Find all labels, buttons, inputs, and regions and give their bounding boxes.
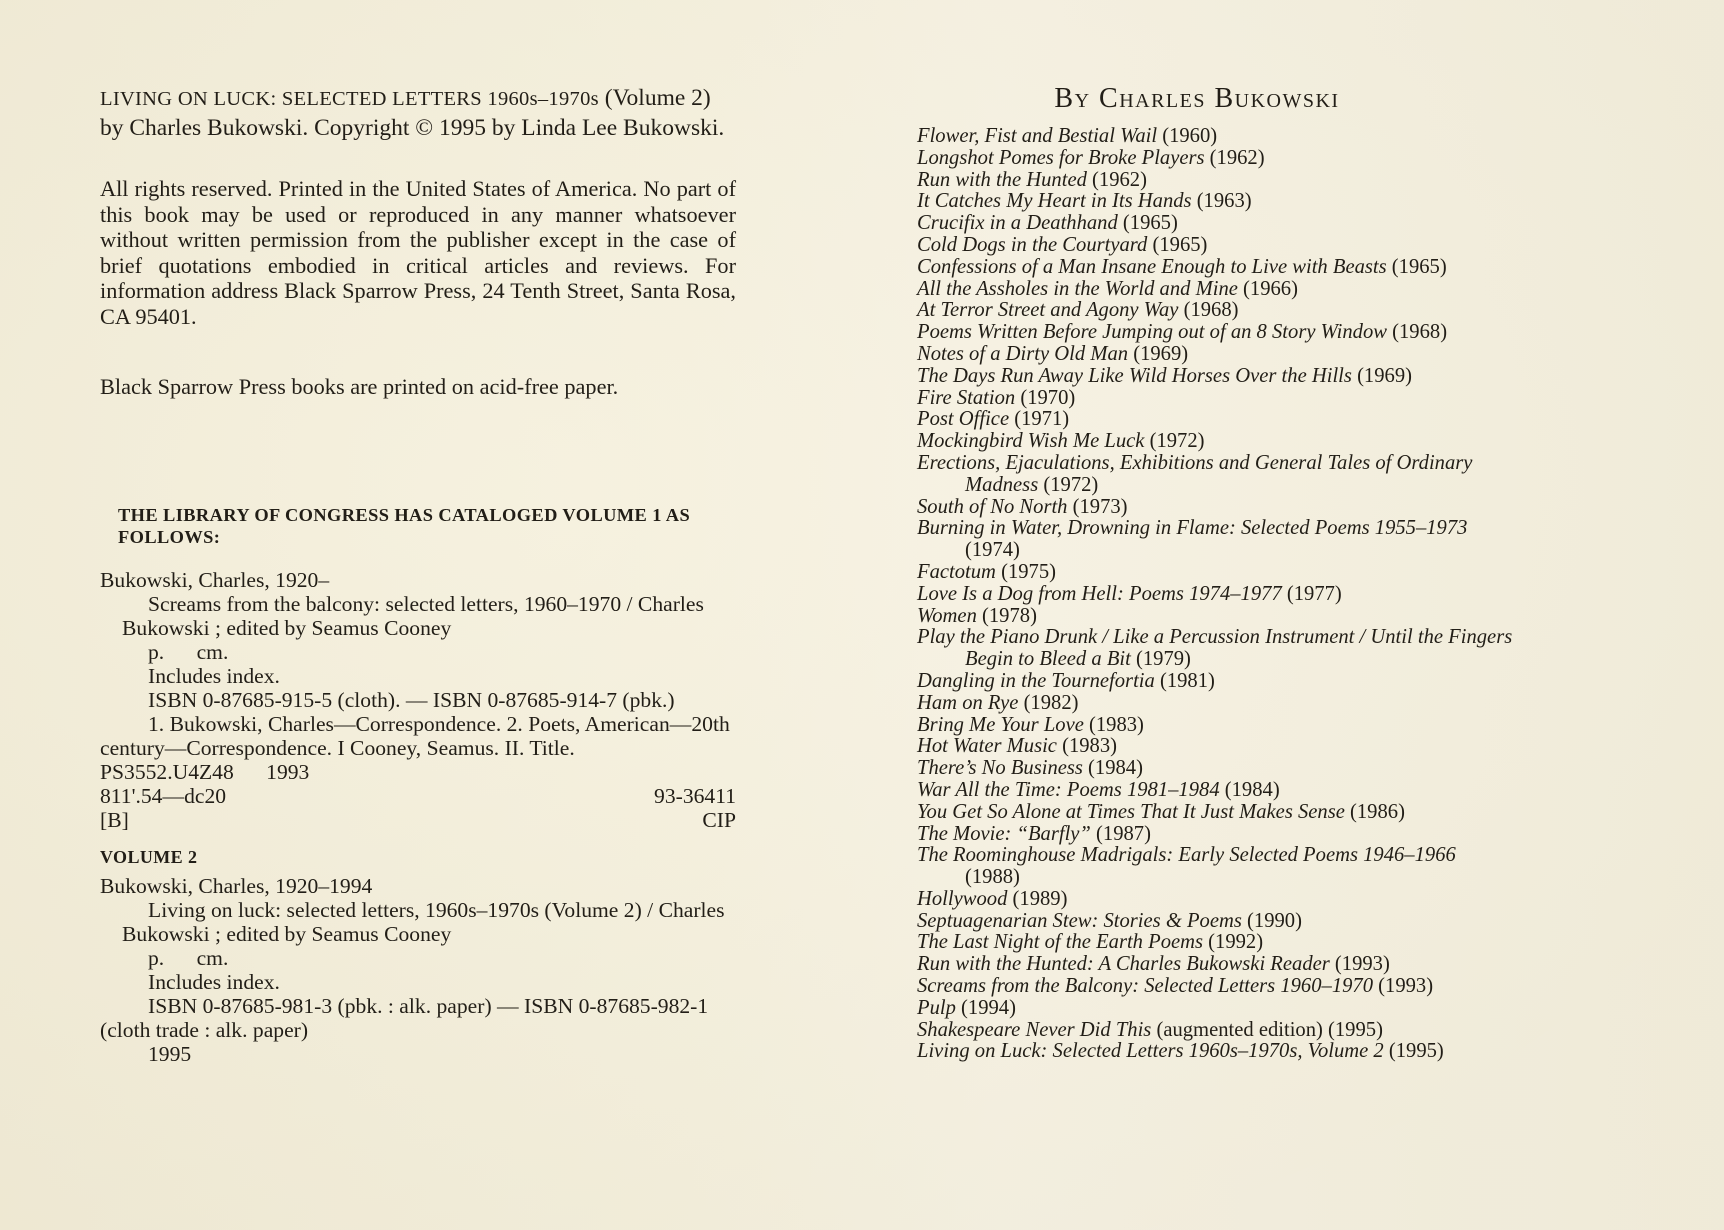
book-entry: Confessions of a Man Insane Enough to Live with Beasts (1965) (917, 255, 1447, 278)
book-entry: At Terror Street and Agony Way (1968) (917, 299, 1239, 322)
catalog-line: (cloth trade : alk. paper) (100, 1017, 309, 1042)
book-entry: Fire Station (1970) (917, 386, 1076, 409)
book-entry: Living on Luck: Selected Letters 1960s–1970s, Volume 2 (1995) (917, 1040, 1444, 1063)
imprint-title: LIVING ON LUCK: SELECTED LETTERS 1960s–1970s (100, 88, 599, 110)
book-entry: Madness (1972) (965, 473, 1099, 496)
book-entry: Run with the Hunted: A Charles Bukowski Reader (1993) (917, 953, 1390, 976)
catalog-line: Includes index. (148, 969, 280, 994)
book-entry: Notes of a Dirty Old Man (1969) (917, 342, 1189, 365)
acid-free-notice: Black Sparrow Press books are printed on acid-free paper. (100, 373, 619, 399)
copyright-page (100, 84, 736, 1066)
catalog-line: p. cm. (148, 639, 229, 664)
catalog-line: p. cm. (148, 945, 229, 970)
book-entry: Dangling in the Tournefortia (1981) (917, 669, 1215, 692)
book-entry: Post Office (1971) (917, 408, 1070, 431)
catalog-line: Living on luck: selected letters, 1960s–1970s (Volume 2) / Charles (148, 897, 725, 922)
book-entry: Crucifix in a Deathhand (1965) (917, 212, 1178, 235)
book-entry: It Catches My Heart in Its Hands (1963) (917, 190, 1252, 213)
book-entry: War All the Time: Poems 1981–1984 (1984) (917, 778, 1280, 801)
book-entry: Run with the Hunted (1962) (917, 168, 1147, 191)
book-entry: Mockingbird Wish Me Luck (1972) (917, 430, 1205, 453)
book-entry: Factotum (1975) (917, 560, 1056, 583)
book-entry: Women (1978) (917, 604, 1037, 627)
book-entry: Ham on Rye (1982) (917, 691, 1079, 714)
book-entry: Poems Written Before Jumping out of an 8 Story Window (1968) (917, 321, 1448, 344)
catalog-volume1 (100, 568, 736, 832)
book-list (917, 125, 1513, 1063)
book-entry: Pulp (1994) (917, 996, 1016, 1019)
rights-notice: All rights reserved. Printed in the United States of America. No part of this book may be used or reproduced in any manner whatsoever without written permission from the publisher except in the case of brief quotations embodied in critical articles and reviews. For information address Black Sparrow Press, 24 Tenth Street, Santa Rosa, CA 95401. (100, 176, 736, 329)
bibliography-page (917, 82, 1513, 1063)
catalog-line: 1. Bukowski, Charles—Correspondence. 2. Poets, American—20th (148, 711, 730, 736)
book-entry: (1974) (965, 539, 1020, 562)
book-entry: Love Is a Dog from Hell: Poems 1974–1977 (1977) (917, 582, 1342, 605)
catalog-line: PS3552.U4Z48 1993 (100, 759, 310, 784)
book-entry: Play the Piano Drunk / Like a Percussion Instrument / Until the Fingers (917, 626, 1513, 649)
book-entry: The Days Run Away Like Wild Horses Over the Hills (1969) (917, 364, 1412, 387)
book-entry: All the Assholes in the World and Mine (1966) (917, 277, 1298, 300)
book-entry: Hot Water Music (1983) (917, 735, 1118, 758)
catalog-line: Includes index. (148, 663, 280, 688)
book-entry: Longshot Pomes for Broke Players (1962) (917, 146, 1265, 169)
book-entry: Shakespeare Never Did This (augmented edition) (1995) (917, 1018, 1383, 1041)
catalog-line: 1995 (148, 1041, 192, 1066)
catalog-line: [B] CIP (100, 807, 736, 832)
book-entry: Hollywood (1989) (917, 887, 1068, 910)
book-entry: There’s No Business (1984) (917, 757, 1143, 780)
book-entry: Bring Me Your Love (1983) (917, 713, 1144, 736)
catalog-line: Bukowski ; edited by Seamus Cooney (122, 615, 452, 640)
volume2-heading: VOLUME 2 (100, 846, 198, 867)
book-entry: Erections, Ejaculations, Exhibitions and General Tales of Ordinary (917, 451, 1473, 474)
book-entry: The Last Night of the Earth Poems (1992) (917, 931, 1264, 954)
book-entry: Screams from the Balcony: Selected Letters 1960–1970 (1993) (917, 975, 1434, 998)
book-entry: The Roominghouse Madrigals: Early Selected Poems 1946–1966 (917, 844, 1456, 867)
imprint-notice (100, 84, 736, 143)
book-entry: Flower, Fist and Bestial Wail (1960) (917, 125, 1218, 147)
catalog-volume2 (100, 874, 736, 1066)
book-entry: Burning in Water, Drowning in Flame: Selected Poems 1955–1973 (917, 517, 1468, 540)
book-entry: You Get So Alone at Times That It Just Makes Sense (1986) (917, 800, 1405, 823)
bibliography-heading: By Charles Bukowski (1054, 83, 1340, 114)
book-entry: (1988) (965, 866, 1020, 889)
catalog-line: Bukowski ; edited by Seamus Cooney (122, 921, 452, 946)
book-entry: South of No North (1973) (917, 495, 1128, 518)
catalog-line: ISBN 0-87685-915-5 (cloth). — ISBN 0-87685-914-7 (pbk.) (148, 687, 675, 712)
book-entry: The Movie: “Barfly” (1987) (917, 822, 1151, 845)
catalog-line: Screams from the balcony: selected letters, 1960–1970 / Charles (148, 591, 704, 616)
book-entry: Septuagenarian Stew: Stories & Poems (1990) (917, 909, 1302, 932)
library-of-congress-heading: THE LIBRARY OF CONGRESS HAS CATALOGED VOLUME 1 AS FOLLOWS: (118, 504, 691, 547)
catalog-line: Bukowski, Charles, 1920– (100, 567, 330, 592)
book-entry: Begin to Bleed a Bit (1979) (965, 648, 1191, 671)
catalog-line: ISBN 0-87685-981-3 (pbk. : alk. paper) — ISBN 0-87685-982-1 (148, 993, 709, 1018)
catalog-line: Bukowski, Charles, 1920–1994 (100, 873, 373, 898)
catalog-line: 811'.54—dc20 93-36411 (100, 783, 736, 808)
imprint-rest: (Volume 2) by Charles Bukowski. Copyright © 1995 by Linda Lee Bukowski. (100, 85, 725, 141)
catalog-line: century—Correspondence. I Cooney, Seamus. II. Title. (100, 735, 575, 760)
book-entry: Cold Dogs in the Courtyard (1965) (917, 233, 1208, 256)
